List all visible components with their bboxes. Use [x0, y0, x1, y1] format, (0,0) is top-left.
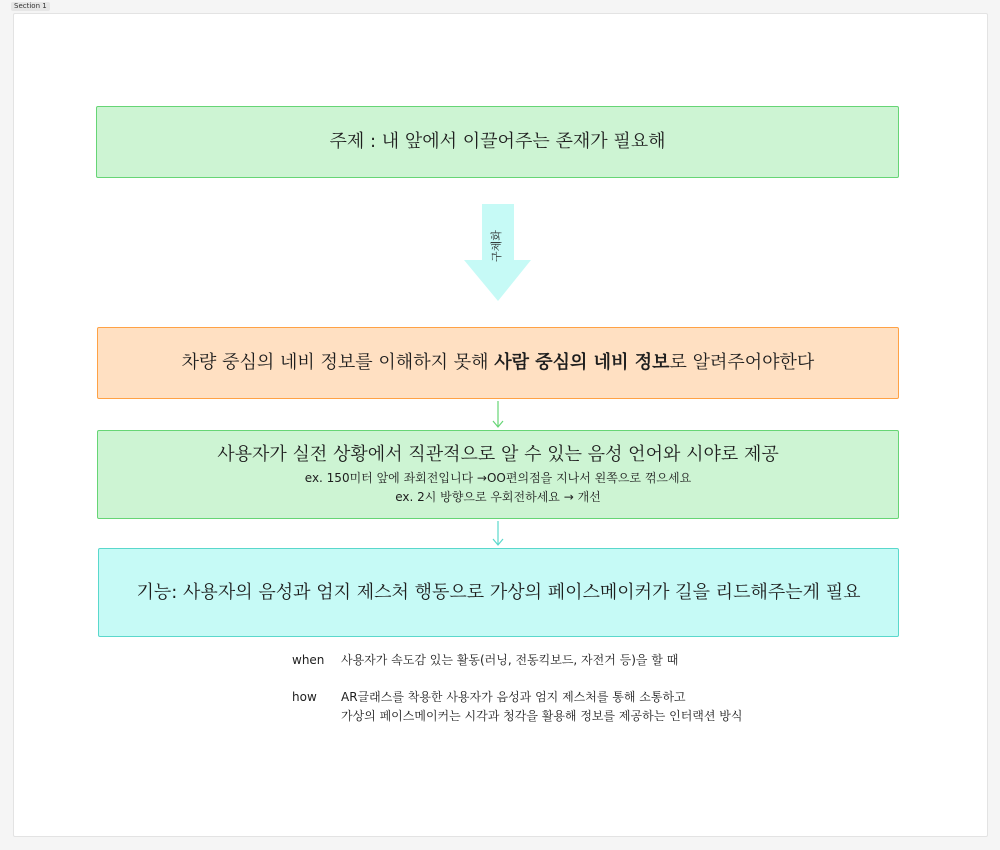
feature-text: 기능: 사용자의 음성과 엄지 제스처 행동으로 가상의 페이스메이커가 길을 리드해주는게 필요: [136, 581, 861, 603]
feature-box: [98, 548, 899, 637]
problem-text-after: 로 알려주어야한다: [669, 352, 815, 373]
when-value: 사용자가 속도감 있는 활동(러닝, 전동킥보드, 자전거 등)을 할 때: [341, 653, 679, 667]
solution-title: 사용자가 실전 상황에서 직관적으로 알 수 있는 음성 언어와 시야로 제공: [217, 443, 779, 465]
problem-text-before: 차량 중심의 네비 정보를 이해하지 못해: [181, 352, 495, 373]
problem-box: [97, 327, 899, 399]
topic-text: 주제 : 내 앞에서 이끌어주는 존재가 필요해: [329, 131, 666, 152]
problem-text: [182, 351, 815, 375]
how-line-1: AR글래스를 착용한 사용자가 음성과 엄지 제스처를 통해 소통하고: [341, 690, 686, 704]
how-line-2: 가상의 페이스메이커는 시각과 청각을 활용해 정보를 제공하는 인터랙션 방식: [341, 709, 743, 723]
how-key: how: [292, 690, 317, 704]
when-key: when: [292, 653, 325, 667]
solution-example-1: ex. 150미터 앞에 좌회전입니다 →OO편의점을 지나서 왼쪽으로 꺾으세요: [304, 470, 692, 485]
solution-box: [97, 430, 899, 519]
arrow-problem-to-solution: [493, 401, 503, 427]
arrow-solution-to-feature: [493, 521, 503, 545]
big-arrow-label: 구체화: [490, 230, 503, 262]
problem-text-bold: 사람 중심의 네비 정보: [494, 352, 670, 373]
section-label[interactable]: Section 1: [11, 2, 50, 11]
solution-example-2: ex. 2시 방향으로 우회전하세요 → 개선: [395, 489, 601, 504]
